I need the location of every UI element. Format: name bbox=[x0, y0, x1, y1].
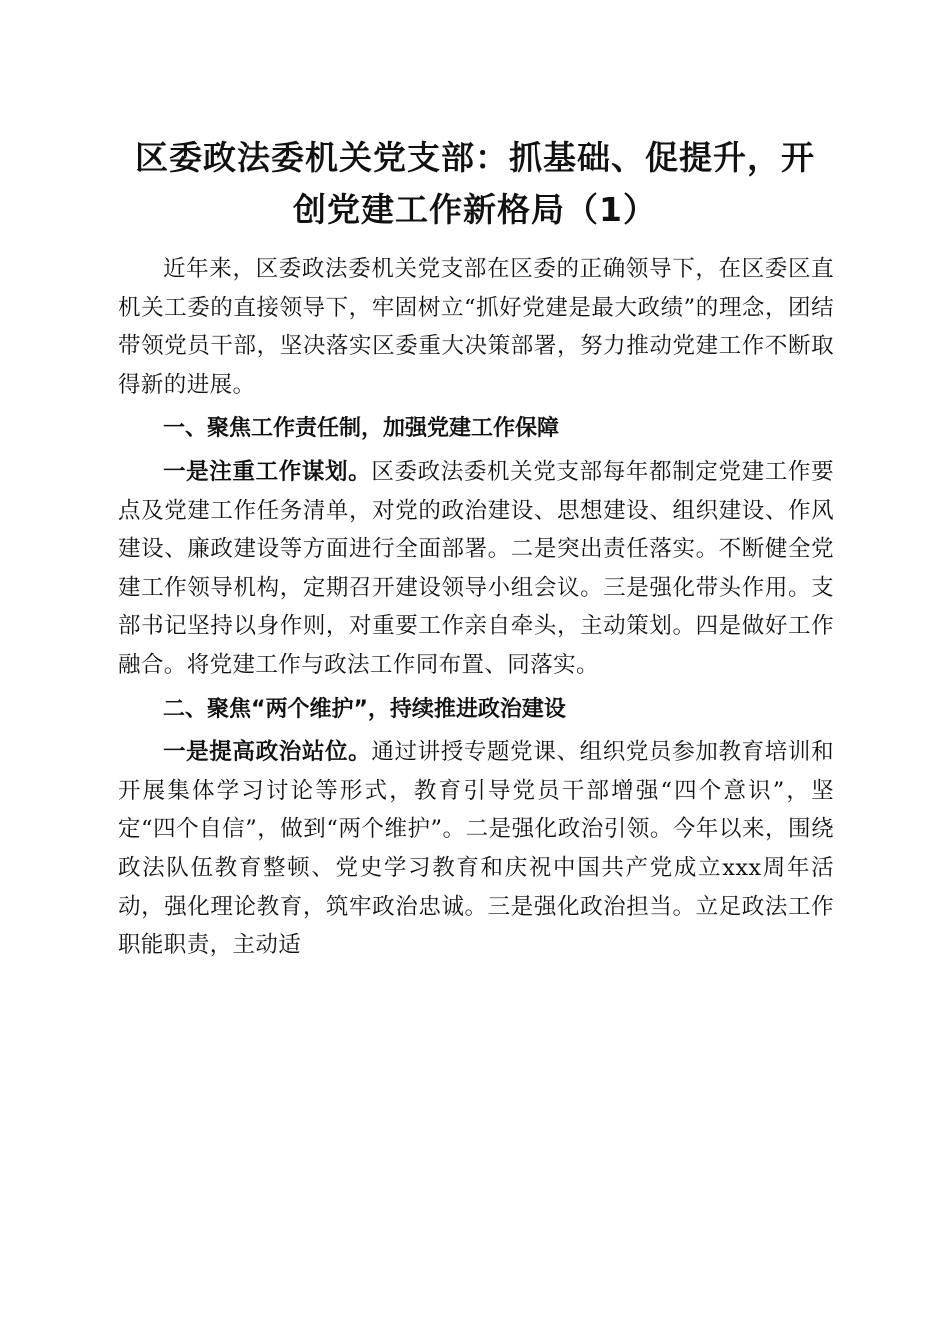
section-2-lead: 一是提高政治站位。 bbox=[163, 739, 372, 766]
section-1-text: 区委政法委机关党支部每年都制定党建工作要点及党建工作任务清单，对党的政治建设、思想建设、组织建设、作风建设、廉政建设等方面进行全面部署。二是突出责任落实。不断健全党建工作领导机构，定期召开建设领导小组会议。三是强化带头作用。支部书记坚持以身作则，对重要工作亲自牵头，主动策划。四是做好工作融合。将党建工作与政法工作同布置、同落实。 bbox=[118, 458, 834, 678]
section-1-heading: 一、聚焦工作责任制，加强党建工作保障 bbox=[163, 416, 560, 442]
section-1-paragraph bbox=[118, 453, 834, 685]
title-line-1: 区委政法委机关党支部：抓基础、促提升，开 bbox=[135, 138, 815, 177]
intro-paragraph: 近年来，区委政法委机关党支部在区委的正确领导下，在区委区直机关工委的直接领导下，牢固树立“抓好党建是最大政绩”的理念，团结带领党员干部，坚决落实区委重大决策部署，努力推动党建工作不断取得新的进展。 bbox=[118, 256, 834, 398]
document-body bbox=[118, 250, 834, 965]
section-1-lead: 一是注重工作谋划。 bbox=[163, 458, 372, 485]
section-2-heading: 二、聚焦“两个维护”，持续推进政治建设 bbox=[163, 696, 566, 722]
section-2-paragraph bbox=[118, 733, 834, 965]
document-title bbox=[110, 132, 840, 236]
title-line-2: 创党建工作新格局（1） bbox=[293, 190, 657, 229]
section-2-text: 通过讲授专题党课、组织党员参加教育培训和开展集体学习讨论等形式，教育引导党员干部增强“四个意识”，坚定“四个自信”，做到“两个维护”。二是强化政治引领。今年以来，围绕政法队伍教育整顿、党史学习教育和庆祝中国共产党成立xxx周年活动，强化理论教育，筑牢政治忠诚。三是强化政治担当。立足政法工作职能职责，主动适 bbox=[118, 739, 834, 959]
